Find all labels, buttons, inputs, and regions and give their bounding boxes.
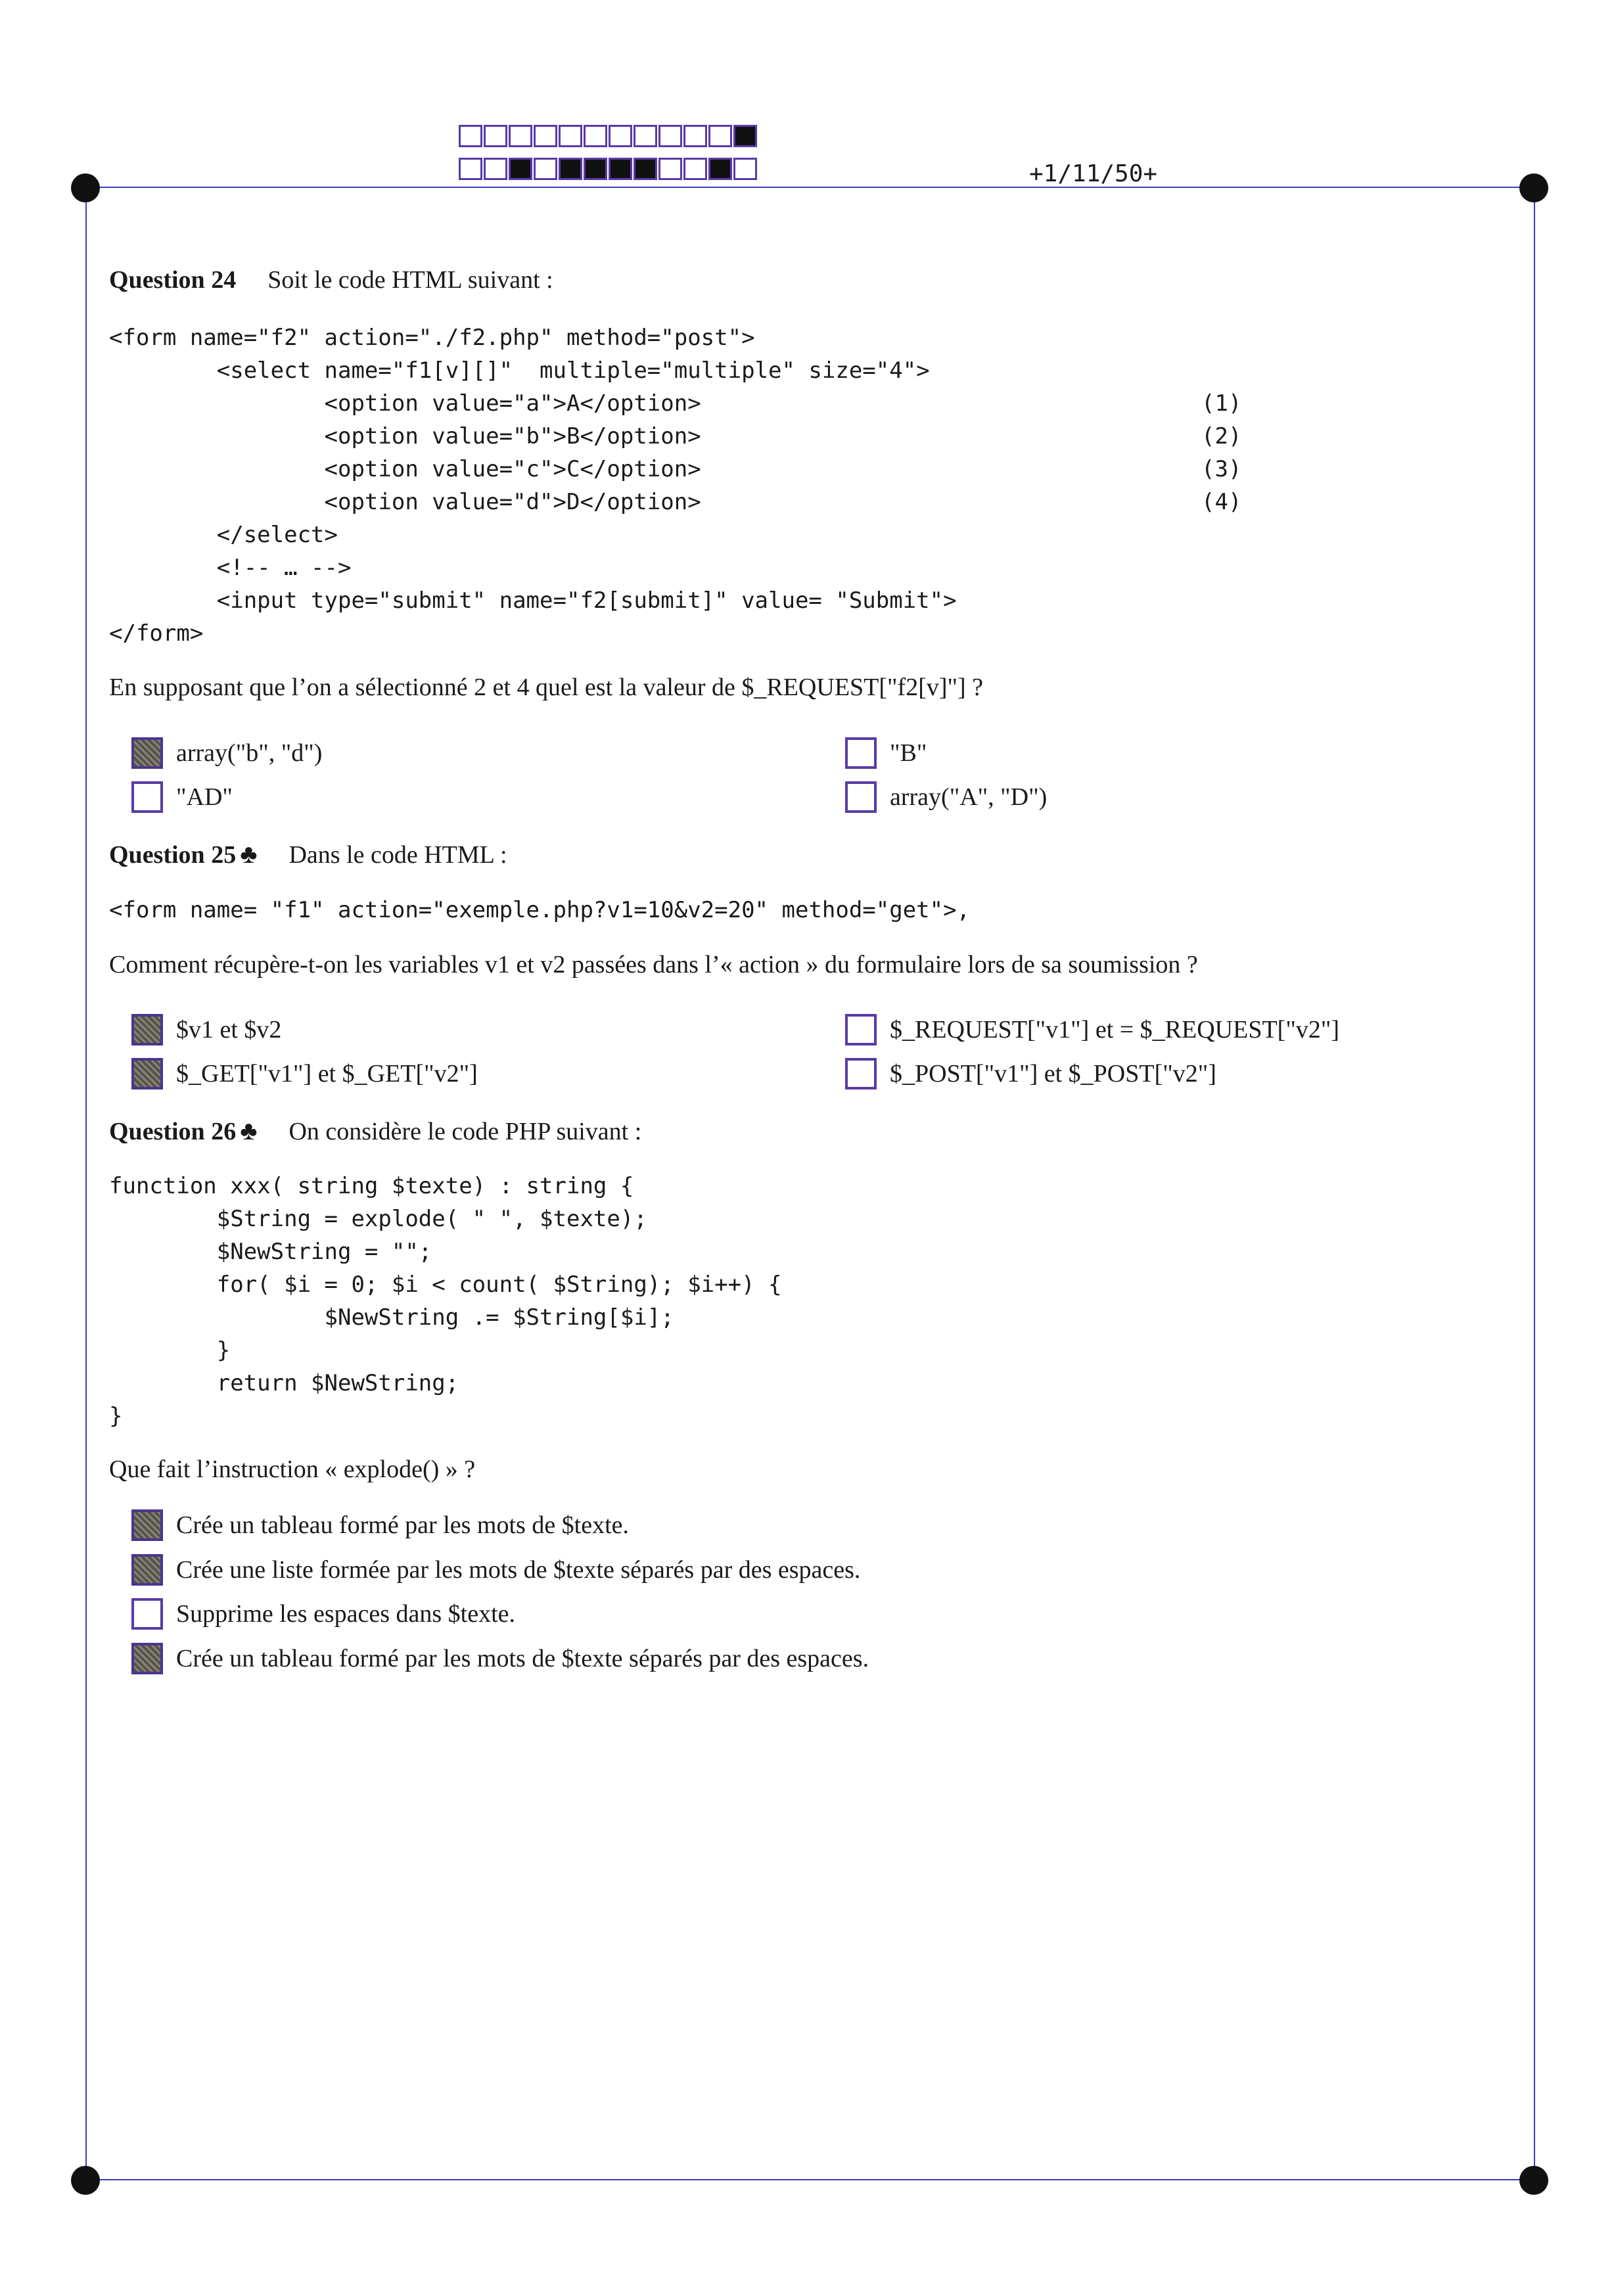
id-code-bit-9	[658, 158, 682, 180]
q24-title	[109, 265, 553, 294]
q25-label: Question 25 ♣	[109, 839, 258, 869]
id-code-bit-3	[509, 158, 532, 180]
id-code-bit-2	[484, 125, 507, 147]
id-code-bit-12	[733, 125, 757, 147]
checkbox-icon[interactable]	[131, 1509, 163, 1541]
id-code-bit-9	[658, 125, 682, 147]
q26-title	[109, 1115, 641, 1146]
frame-left	[85, 187, 87, 2180]
club-icon: ♣	[240, 1116, 258, 1145]
answer-label: $_REQUEST["v1"] et = $_REQUEST["v2"]	[890, 1016, 1340, 1044]
id-code-bit-7	[609, 158, 632, 180]
answer-label: $_GET["v1"] et $_GET["v2"]	[176, 1060, 478, 1088]
answer-label: array("b", "d")	[176, 739, 323, 767]
checkbox-icon[interactable]	[131, 1598, 163, 1630]
id-code-bit-10	[683, 125, 707, 147]
q25-title	[109, 838, 507, 869]
id-code-bit-6	[584, 125, 607, 147]
frame-bottom	[85, 2179, 1535, 2180]
q24-label: Question 24	[109, 266, 237, 294]
checkbox-icon[interactable]	[131, 1058, 163, 1090]
page-id: +1/11/50+	[1029, 160, 1158, 187]
checkbox-icon[interactable]	[131, 781, 163, 813]
id-code-bit-11	[708, 158, 732, 180]
q26-prompt: Que fait l’instruction « explode() » ?	[109, 1456, 476, 1483]
answer-label: $_POST["v1"] et $_POST["v2"]	[890, 1060, 1216, 1088]
checkbox-icon[interactable]	[845, 781, 877, 813]
id-code-bit-1	[459, 125, 482, 147]
corner-mark-top-left	[71, 173, 100, 202]
id-code-bit-1	[459, 158, 482, 180]
checkbox-icon[interactable]	[131, 1014, 163, 1045]
q26-answer-2[interactable]	[131, 1551, 860, 1589]
q26-text: On considère le code PHP suivant :	[288, 1118, 642, 1145]
answer-label: "AD"	[176, 783, 233, 811]
id-code-bit-6	[584, 158, 607, 180]
id-code-bit-5	[559, 158, 582, 180]
q25-answer-4[interactable]	[845, 1055, 1216, 1093]
id-code-bit-8	[634, 158, 657, 180]
answer-label: Crée une liste formée par les mots de $texte séparés par des espaces.	[176, 1556, 861, 1584]
q26-code: function xxx( string $texte) : string { $String = explode( " ", $texte); $NewString = ""; for( $i = 0; $i < count( $String); $i++) { $NewString .= $String[$i]; } return $NewString; }	[109, 1173, 782, 1429]
club-icon: ♣	[240, 839, 258, 869]
checkbox-icon[interactable]	[845, 1014, 877, 1045]
frame-right	[1534, 187, 1535, 2180]
q24-prompt: En supposant que l’on a sélectionné 2 et 4 quel est la valeur de $_REQUEST["f2[v]"] ?	[109, 674, 984, 701]
answer-label: Crée un tableau formé par les mots de $texte.	[176, 1511, 630, 1539]
id-code-bit-5	[559, 125, 582, 147]
id-code-bit-4	[534, 158, 557, 180]
id-code-bit-11	[708, 125, 732, 147]
q24-answer-1[interactable]	[131, 734, 322, 772]
q24-answer-2[interactable]	[845, 734, 927, 772]
q25-prompt: Comment récupère-t-on les variables v1 et v2 passées dans l’« action » du formulaire lors de sa soumission ?	[109, 951, 1198, 978]
q26-answer-4[interactable]	[131, 1640, 869, 1678]
q24-code: <form name="f2" action="./f2.php" method="post"> <select name="f1[v][]" multiple="multiple" size="4"> <option value="a">A</option> <option value="b">B</option> <option value="c">C</option> <option value="d">D</option> </select> <!-- … --> <input type="submit" name="f2[submit]" value= "Submit"> </form>	[109, 325, 957, 647]
answer-label: Supprime les espaces dans $texte.	[176, 1600, 516, 1628]
id-code-bit-2	[484, 158, 507, 180]
answer-label: Crée un tableau formé par les mots de $texte séparés par des espaces.	[176, 1645, 869, 1672]
id-code-bit-10	[683, 158, 707, 180]
corner-mark-bottom-left	[71, 2166, 100, 2195]
answer-label: "B"	[890, 739, 927, 767]
q26-answer-3[interactable]	[131, 1595, 515, 1633]
corner-mark-bottom-right	[1519, 2166, 1548, 2195]
q25-answer-2[interactable]	[845, 1011, 1339, 1049]
frame-top	[85, 187, 1535, 188]
q24-answer-3[interactable]	[131, 778, 233, 816]
q24-text: Soit le code HTML suivant :	[267, 266, 553, 294]
answer-label: array("A", "D")	[890, 783, 1048, 811]
id-code-bit-8	[634, 125, 657, 147]
answer-label: $v1 et $v2	[176, 1016, 282, 1044]
checkbox-icon[interactable]	[845, 737, 877, 769]
q24-line-numbers: (1) (2) (3) (4)	[1201, 390, 1242, 515]
q26-label: Question 26 ♣	[109, 1116, 258, 1145]
checkbox-icon[interactable]	[131, 737, 163, 769]
q25-answer-1[interactable]	[131, 1011, 281, 1049]
id-code-bit-12	[733, 158, 757, 180]
q25-text: Dans le code HTML :	[288, 841, 507, 869]
corner-mark-top-right	[1519, 173, 1548, 202]
id-code-row-1	[459, 125, 770, 151]
id-code-row-2	[459, 158, 770, 184]
checkbox-icon[interactable]	[131, 1643, 163, 1674]
q24-answer-4[interactable]	[845, 778, 1047, 816]
id-code-bit-4	[534, 125, 557, 147]
checkbox-icon[interactable]	[131, 1554, 163, 1586]
q25-code: <form name= "f1" action="exemple.php?v1=10&v2=20" method="get">,	[109, 897, 971, 923]
id-code-bit-3	[509, 125, 532, 147]
id-code-bit-7	[609, 125, 632, 147]
checkbox-icon[interactable]	[845, 1058, 877, 1090]
q26-answer-1[interactable]	[131, 1506, 629, 1544]
q25-answer-3[interactable]	[131, 1055, 478, 1093]
